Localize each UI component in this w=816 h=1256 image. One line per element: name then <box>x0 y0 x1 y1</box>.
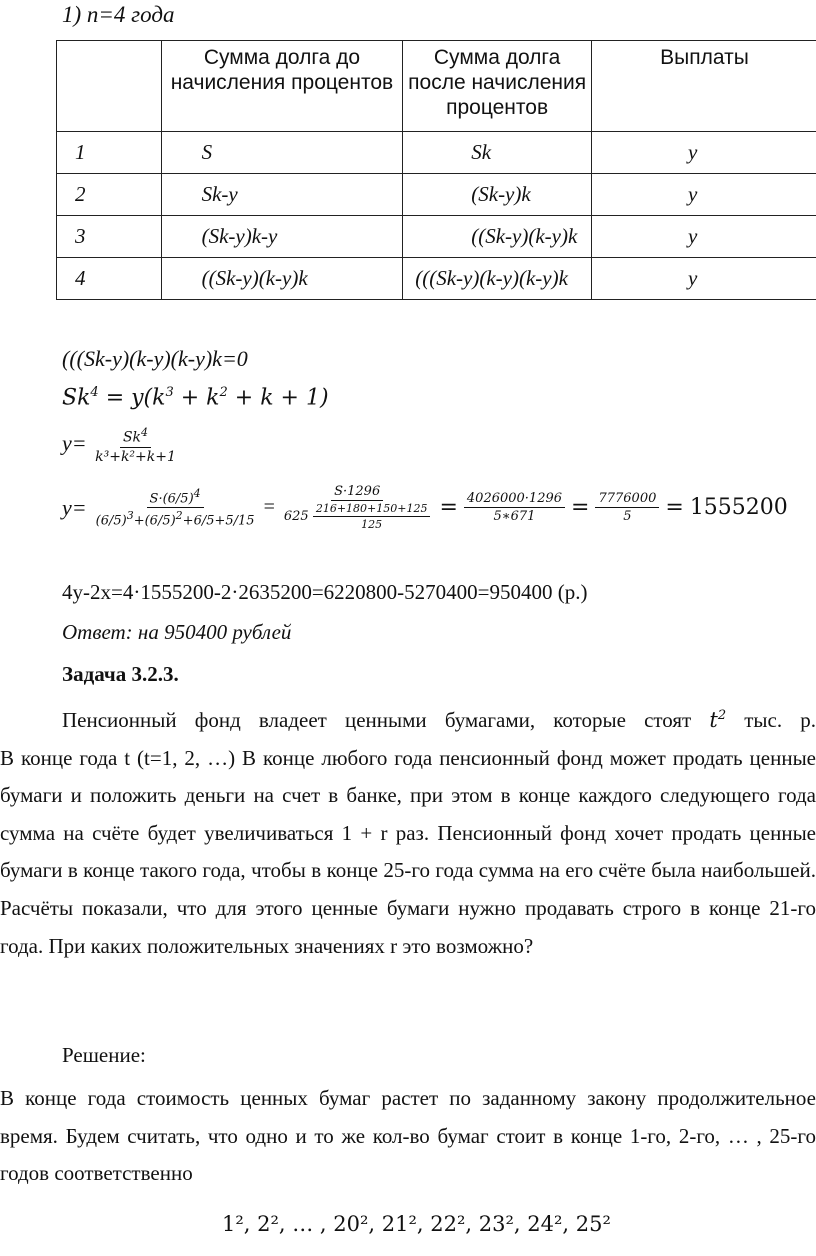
debt-before-cell: S <box>161 132 403 174</box>
task-title: Задача 3.2.3. <box>62 662 179 686</box>
y-fraction-raw: $\frac{S\cdot(6/5)^4}{(6/5)^3+(6/5)^2+6/5+5/15}$ <box>95 486 255 529</box>
y-fraction-numeric: $\frac{4026000\cdot 1296}{5∗671}$ <box>464 491 565 524</box>
row-index: 4 <box>57 258 162 300</box>
table-row <box>57 132 816 174</box>
header-cell-payments: Выплаты <box>591 41 816 132</box>
debt-before-cell: ((Sk-y)(k-y)k <box>161 258 403 300</box>
row-index: 1 <box>57 132 162 174</box>
row-index: 3 <box>57 216 162 258</box>
y-fraction-reduced: $\frac{7776000}{5}$ <box>595 491 659 524</box>
header-cell-index <box>57 41 162 132</box>
payment-cell: y <box>591 258 816 300</box>
eq-right: = y(k <box>105 385 166 411</box>
task-text-start: Пенсионный фонд владеет ценными бумагами, которые стоят <box>62 708 692 732</box>
solution-text: В конце года стоимость ценных бумаг растет по заданному закону продолжительное время. Будем считать, что одно и то же кол-во бумаг стоит в конце 1-го, 2-го, … , 25-го годов соответственно <box>0 1086 816 1186</box>
y-fraction-simplified: S·1296 625 $\frac{216+180+150+125}{125}$ <box>281 484 434 531</box>
header-cell-before: Сумма долга до начисления процентов <box>161 41 403 132</box>
solution-paragraph <box>0 1080 816 1193</box>
table-row <box>57 258 816 300</box>
y-numerator: Sk$^4$ <box>120 426 151 448</box>
header-cell-after: Сумма долга после начисления процентов <box>403 41 592 132</box>
payment-cell: y <box>591 132 816 174</box>
row-index: 2 <box>57 174 162 216</box>
y-fraction <box>92 426 179 465</box>
squares-sequence: 1², 2², … , 20², 21², 22², 23², 24², 25² <box>222 1212 611 1236</box>
debt-after-cell: ((Sk-y)(k-y)k <box>403 216 592 258</box>
debt-after-cell: Sk <box>403 132 592 174</box>
debt-before-cell: (Sk-y)k-y <box>161 216 403 258</box>
task-paragraph: Пенсионный фонд владеет ценными бумагами, которые стоят $t^2$ тыс. р. В конце года t (t=1, 2, …) В конце любого года пенсионный фонд может продать ценные бумаги и положить деньги на счет в банке, при этом в конце каждого следующего года сумма на счёте будет увеличиваться 1 + r раз. Пенсионный фонд хочет продать ценные бумаги в конце такого года, чтобы в конце 25-го года сумма на его счёте была наибольшей. Расчёты показали, что для этого ценные бумаги нужно продавать строго в конце 21-го года. При каких положительных значениях r это возможно? <box>0 697 816 965</box>
eq-left: Sk <box>62 385 91 411</box>
solution-label: Решение: <box>62 1043 146 1067</box>
y-label-2: y= <box>62 494 87 520</box>
equation-main: $Sk^4 = y(k^3 + k^2 + k + 1)$ <box>62 385 329 411</box>
equation-y-formula <box>62 426 179 465</box>
y-label: y= <box>62 430 87 456</box>
debt-before-cell: Sk-y <box>161 174 403 216</box>
debt-table <box>56 40 816 300</box>
task-text-unit: тыс. р. <box>744 708 816 732</box>
debt-after-cell: (((Sk-y)(k-y)(k-y)k <box>403 258 592 300</box>
section-heading: 1) n=4 года <box>62 2 175 27</box>
calculation-line: 4y-2x=4·1555200-2·2635200=6220800-5270400=950400 (р.) <box>62 580 588 604</box>
y-denominator: k³+k²+k+1 <box>95 448 176 465</box>
equation-zero: (((Sk-y)(k-y)(k-y)k=0 <box>62 346 248 371</box>
table-row <box>57 216 816 258</box>
task-text-body: В конце года t (t=1, 2, …) В конце любого года пенсионный фонд может продать ценные бумаги и положить деньги на счет в банке, при этом в конце каждого следующего года сумма на счёте будет увеличиваться 1 + r раз. Пенсионный фонд хочет продать ценные бумаги в конце такого года, чтобы в конце 25-го года сумма на его счёте была наибольшей. Расчёты показали, что для этого ценные бумаги нужно продавать строго в конце 21-го года. При каких положительных значениях r это возможно? <box>0 745 816 958</box>
answer-line: Ответ: на 950400 рублей <box>62 620 292 644</box>
y-result: 1555200 <box>689 495 788 520</box>
payment-cell: y <box>591 174 816 216</box>
equation-y-substituted: y= $\frac{S\cdot(6/5)^4}{(6/5)^3+(6/5)^2+6/5+5/15}$ = S·1296 625 $\frac{216+180+150+125}{125}$ = $\frac{4026000\cdot 1296}{5∗671}$ = $\frac{7776000}{5}$ = 1555200 <box>62 484 788 531</box>
eq-tail: + k + 1) <box>234 385 329 411</box>
table-header-row <box>57 41 816 132</box>
debt-after-cell: (Sk-y)k <box>403 174 592 216</box>
payment-cell: y <box>591 216 816 258</box>
table-row <box>57 174 816 216</box>
